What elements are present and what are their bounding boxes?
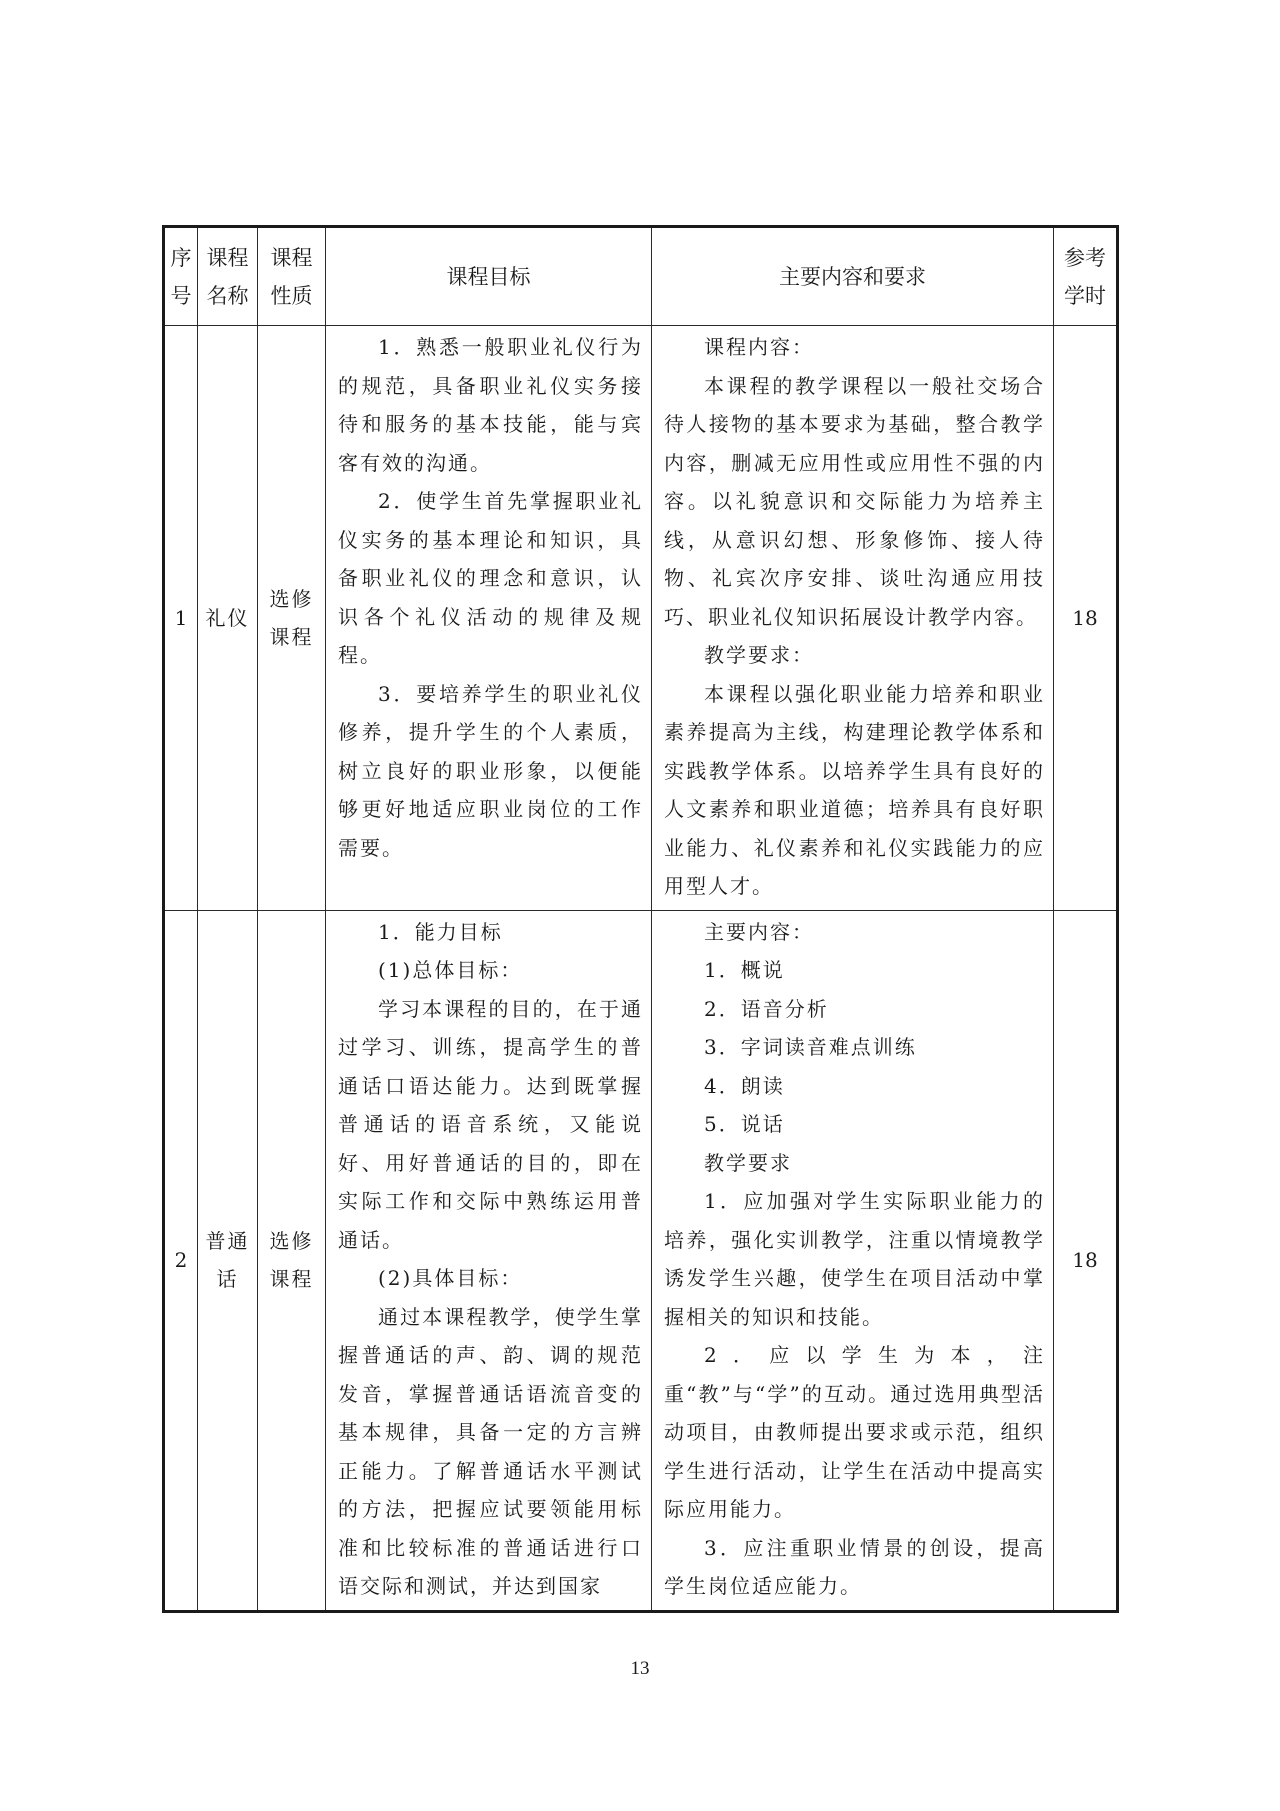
content-paragraph: 本课程以强化职业能力培养和职业素养提高为主线，构建理论教学体系和实践教学体系。以培养学生具有良好的人文素养和职业道德；培养具有良好职业能力、礼仪素养和礼仪实践能力的应用型人才。	[664, 681, 1045, 898]
goal-paragraph: 学习本课程的目的，在于通过学习、训练，提高学生的普通话口语达能力。达到既掌握普通话的语音系统，又能说好、用好普通话的目的，即在实际工作和交际中熟练运用普通话。	[338, 996, 643, 1252]
goal-paragraph: 通过本课程教学，使学生掌握普通话的声、韵、调的规范发音，掌握普通话语流音变的基本规律，具备一定的方言辨正能力。了解普通话水平测试的方法，把握应试要领能用标准和比较标准的普通话进行口语交际和测试，并达到国家	[338, 1304, 643, 1598]
cell-course-name: 普通话	[198, 910, 258, 1611]
content-paragraph: 课程内容：	[704, 335, 814, 359]
content-paragraph: 本课程的教学课程以一般社交场合待人接物的基本要求为基础，整合教学内容，删减无应用性或应用性不强的内容。以礼貌意识和交际能力为培养主线，从意识幻想、形象修饰、接人待物、礼宾次序安排、谈吐沟通应用技巧、职业礼仪知识拓展设计教学内容。	[664, 373, 1045, 629]
content-paragraph: 教学要求	[704, 1150, 792, 1175]
goal-paragraph: (2)具体目标：	[378, 1266, 523, 1290]
content-paragraph: 教学要求：	[704, 643, 814, 667]
cell-course-goal	[326, 326, 652, 911]
header-course-name: 课程名称	[198, 227, 258, 326]
content-paragraph: 主要内容：	[704, 919, 814, 944]
goal-paragraph: 1．熟悉一般职业礼仪行为的规范，具备职业礼仪实务接待和服务的基本技能，能与宾客有效的沟通。	[338, 335, 643, 475]
content-paragraph: 4．朗读	[704, 1073, 785, 1098]
cell-reference-hours: 18	[1054, 326, 1118, 911]
content-paragraph: 1．概说	[704, 958, 785, 982]
header-row	[164, 227, 1118, 326]
header-reference-hours: 参考学时	[1054, 227, 1118, 326]
content-paragraph: 5．说话	[704, 1112, 785, 1136]
content-paragraph: 1．应加强对学生实际职业能力的培养，强化实训教学，注重以情境教学诱发学生兴趣，使学生在项目活动中掌握相关的知识和技能。	[664, 1189, 1045, 1329]
header-course-nature: 课程性质	[258, 227, 326, 326]
content-paragraph: 2．应以学生为本，注重“教”与“学”的互动。通过选用典型活动项目，由教师提出要求或示范，组织学生进行活动，让学生在活动中提高实际应用能力。	[664, 1343, 1045, 1521]
content-paragraph: 3．字词读音难点训练	[704, 1035, 917, 1059]
cell-content-requirements	[652, 910, 1054, 1611]
table-row	[164, 326, 1118, 911]
cell-index: 1	[164, 326, 198, 911]
goal-paragraph: 1．能力目标	[378, 919, 503, 944]
header-content-requirements: 主要内容和要求	[652, 227, 1054, 326]
cell-course-name: 礼仪	[198, 326, 258, 911]
content-paragraph: 3．应注重职业情景的创设，提高学生岗位适应能力。	[664, 1535, 1045, 1598]
header-course-goal: 课程目标	[326, 227, 652, 326]
header-index: 序号	[164, 227, 198, 326]
table-row	[164, 910, 1118, 1611]
page-number: 13	[630, 1658, 650, 1679]
cell-course-nature: 选修课程	[258, 326, 326, 911]
goal-paragraph: (1)总体目标：	[378, 958, 523, 982]
cell-content-requirements	[652, 326, 1054, 911]
cell-course-nature: 选修课程	[258, 910, 326, 1611]
content-paragraph: 2．语音分析	[704, 996, 829, 1021]
goal-paragraph: 3．要培养学生的职业礼仪修养，提升学生的个人素质，树立良好的职业形象，以便能够更好地适应职业岗位的工作需要。	[338, 681, 643, 860]
cell-index: 2	[164, 910, 198, 1611]
course-table	[162, 225, 1119, 1613]
goal-paragraph: 2．使学生首先掌握职业礼仪实务的基本理论和知识，具备职业礼仪的理念和意识，认识各个礼仪活动的规律及规程。	[338, 489, 643, 667]
cell-course-goal	[326, 910, 652, 1611]
cell-reference-hours: 18	[1054, 910, 1118, 1611]
